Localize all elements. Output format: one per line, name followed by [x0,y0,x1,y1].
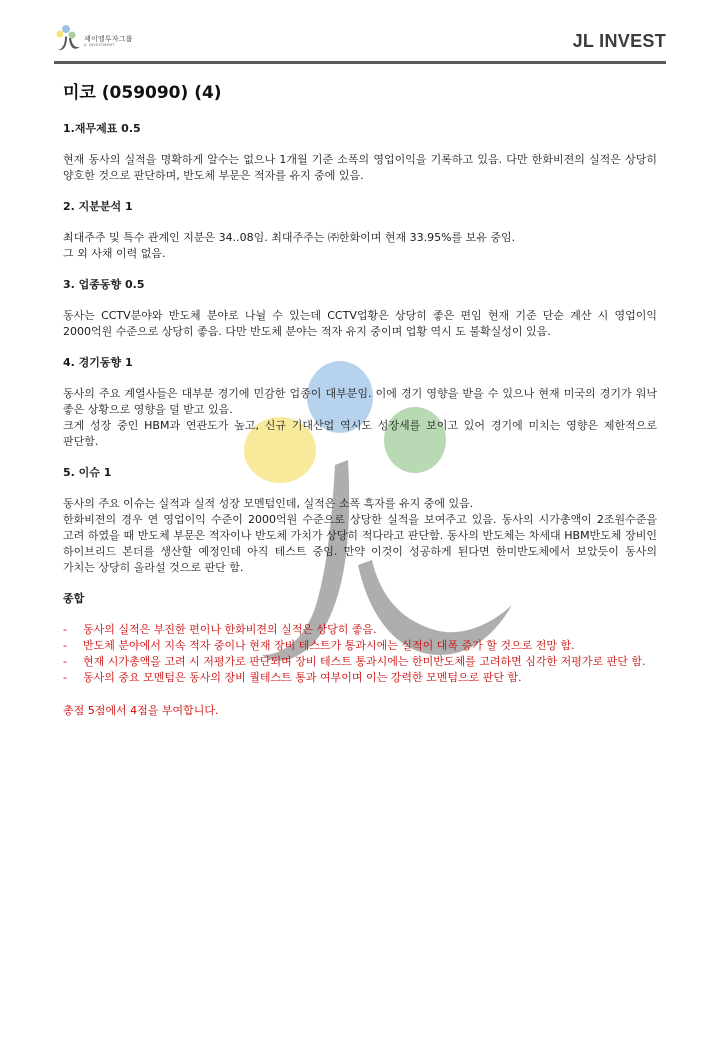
section-issues [63,464,657,576]
section-ownership [63,198,657,262]
section-paragraph: 동사는 CCTV분야와 반도체 분야로 나뉠 수 있는데 CCTV업황은 상당히 좋은 편임 현재 기준 단순 계산 시 영업이익 2000억원 수준으로 상당히 좋음. 다만 반도체 분야는 적자 유지 중이며 업황 역시 도 불확실성이 있음. [63,309,657,338]
page-header [54,22,666,60]
section-heading: 5. 이슈 1 [63,466,112,479]
section-paragraph: 동사의 주요 계열사들은 대부분 경기에 민감한 업종이 대부분임. 이에 경기 영향을 받을 수 있으나 현재 미국의 경기가 워낙 좋은 상황으로 영향을 덜 받고 있음. [63,387,657,416]
summary-heading: 종합 [63,592,85,605]
section-economy [63,354,657,450]
bullet-marker: - [63,639,67,652]
header-divider [54,61,666,64]
summary-bullet-text: 반도체 분야에서 지속 적자 중이나 현재 장비 테스트가 통과시에는 실적이 대폭 증가 할 것으로 전망 함. [83,639,575,652]
section-heading: 3. 업종동향 0.5 [63,278,145,291]
summary-bullet [63,670,657,686]
bullet-marker: - [63,623,67,636]
bullet-marker: - [63,671,67,684]
section-summary [63,590,657,718]
logo-subtext: JL INVESTMENT [84,43,115,47]
jl-logo-icon [54,24,82,54]
summary-bullet-text: 동사의 실적은 부진한 편이나 한화비젼의 실적은 상당히 좋음. [83,623,377,636]
brand-name: JL INVEST [572,31,666,51]
report-title: 미코 (059090) (4) [63,83,222,103]
summary-bullet [63,638,657,654]
summary-list [63,622,657,686]
section-paragraph: 현재 동사의 실적을 명확하게 알수는 없으나 1개월 기준 소폭의 영업이익을 기록하고 있음. 다만 한화비젼의 실적은 상당히 양호한 것으로 판단하며, 반도체 부문은 적자를 유지 중에 있음. [63,153,657,182]
section-paragraph: 한화비젼의 경우 연 영업이익 수준이 2000억원 수준으로 상당한 실적을 보여주고 있음. 동사의 시가총액이 2조원수준을 고려 하였을 때 반도체 부문은 적자이나 반도체 가치가 상당히 적다라고 판단함. 동사의 반도체는 차세대 HBM반도체 장비인 하이브리드 본더를 생산할 예정인데 아직 테스트 중임. 만약 이것이 성공하게 된다면 한미반도체에서 보았듯이 동사의 가치는 상당히 올라설 것으로 판단 함. [63,513,657,574]
summary-bullet-text: 동사의 중요 모멘텀은 동사의 장비 퀄테스트 통과 여부이며 이는 강력한 모멘텀으로 판단 함. [83,671,522,684]
bullet-marker: - [63,655,67,668]
logo-text: 제이엘투자그룹 [84,35,133,43]
section-financials [63,120,657,184]
report-body [63,78,657,732]
section-heading: 2. 지분분석 1 [63,200,133,213]
total-score: 총점 5점에서 4점을 부여합니다. [63,704,219,717]
section-industry [63,276,657,340]
section-paragraph: 동사의 주요 이슈는 실적과 실적 성장 모멘텀인데, 실적은 소폭 흑자를 유지 중에 있음. [63,497,474,510]
summary-bullet-text: 현재 시가총액을 고려 시 저평가로 판단되며 장비 테스트 통과시에는 한미반도체를 고려하면 심각한 저평가로 판단 함. [83,655,646,668]
summary-bullet [63,622,657,638]
company-logo [54,22,164,56]
section-paragraph: 최대주주 및 특수 관계인 지분은 34..08임. 최대주주는 ㈜한화이며 현재 33.95%를 보유 중임. [63,231,516,244]
section-heading: 1.재무제표 0.5 [63,122,141,135]
section-paragraph: 그 외 사채 이력 없음. [63,247,166,260]
section-paragraph: 크게 성장 중인 HBM과 연관도가 높고, 신규 기대산업 역시도 성장세를 보이고 있어 경기에 미치는 영향은 제한적으로 판단함. [63,419,657,448]
section-heading: 4. 경기동향 1 [63,356,133,369]
summary-bullet [63,654,657,670]
